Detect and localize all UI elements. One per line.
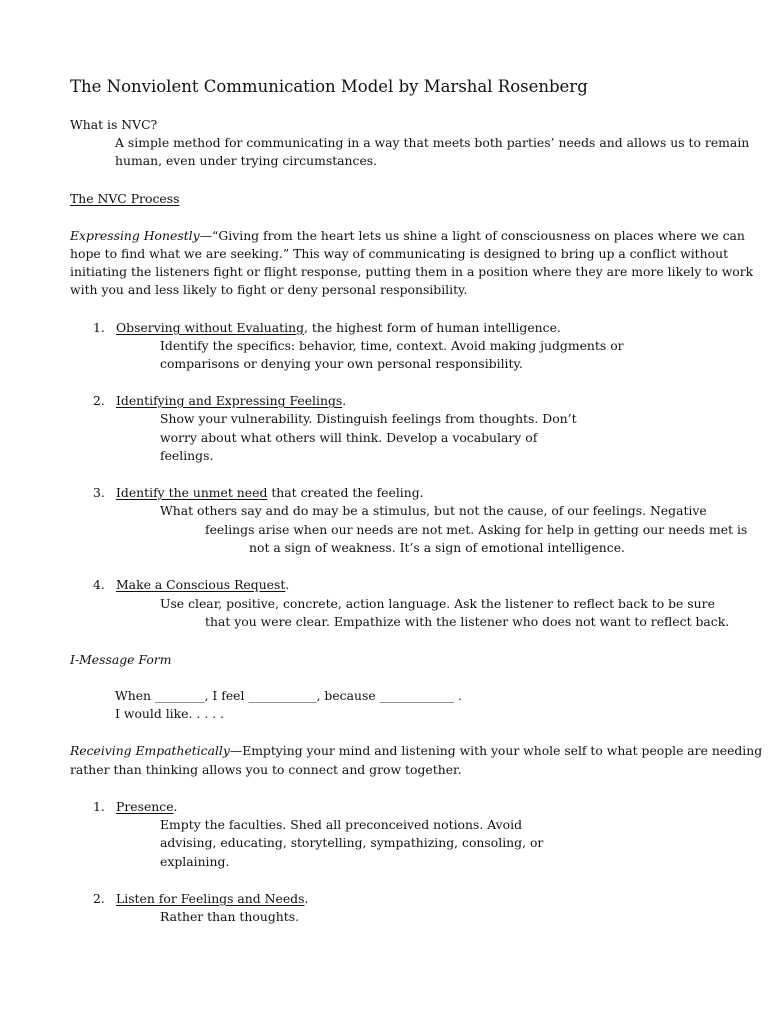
step-detail-line: What others say and do may be a stimulus, but not the cause, of our feelings. Negative: [160, 503, 707, 518]
step-number: 2.: [93, 393, 105, 408]
imessage-template-line: When ________, I feel ___________, because ____________ .: [115, 688, 462, 703]
step-detail-line: Rather than thoughts.: [160, 909, 300, 924]
step-detail-line: explaining.: [160, 854, 230, 869]
step-detail-line: advising, educating, storytelling, sympathizing, consoling, or: [160, 835, 544, 850]
expressing-paragraph-line: with you and less likely to fight or deny personal responsibility.: [70, 282, 468, 297]
page-title: The Nonviolent Communication Model by Marshal Rosenberg: [70, 77, 588, 96]
expressing-paragraph-line: initiating the listeners fight or flight response, putting them in a position where they are more likely to work: [70, 264, 754, 279]
step-number: 1.: [93, 799, 105, 814]
receiving-text: —Emptying your mind and listening with your whole self to what people are needing: [229, 743, 763, 758]
imessage-heading: I-Message Form: [70, 652, 172, 667]
step-detail-line: Identify the specifics: behavior, time, context. Avoid making judgments or: [160, 338, 624, 353]
step-detail-line: that you were clear. Empathize with the listener who does not want to reflect back.: [205, 614, 730, 629]
step-detail-line: Show your vulnerability. Distinguish feelings from thoughts. Don’t: [160, 411, 577, 426]
step-title-line: [116, 798, 178, 817]
step-title-suffix: , the highest form of human intelligence.: [304, 320, 561, 335]
nvc-question: What is NVC?: [70, 117, 158, 132]
receiving-term: Receiving Empathetically: [70, 743, 230, 758]
receiving-paragraph-line: rather than thinking allows you to connect and grow together.: [70, 762, 462, 777]
step-number: 3.: [93, 485, 105, 500]
step-title-line: [116, 484, 424, 503]
step-title-suffix: .: [342, 393, 347, 408]
step-number: 2.: [93, 891, 105, 906]
step-title: Make a Conscious Request: [116, 577, 286, 592]
step-title: Listen for Feelings and Needs: [116, 891, 305, 906]
receiving-paragraph-line: [70, 742, 762, 761]
step-title-line: [116, 576, 289, 595]
step-detail-line: not a sign of weakness. It’s a sign of emotional intelligence.: [249, 540, 625, 555]
step-title: Presence: [116, 799, 174, 814]
step-title-line: [116, 392, 346, 411]
step-title-suffix: .: [304, 891, 309, 906]
expressing-paragraph-line: [70, 227, 745, 246]
step-detail-line: comparisons or denying your own personal responsibility.: [160, 356, 523, 371]
step-title: Observing without Evaluating: [116, 320, 305, 335]
step-detail-line: feelings.: [160, 448, 214, 463]
imessage-template-line: I would like. . . . .: [115, 706, 224, 721]
nvc-definition-line: human, even under trying circumstances.: [115, 153, 378, 168]
expressing-paragraph-line: hope to find what we are seeking.” This way of communicating is designed to bring up a conflict without: [70, 246, 729, 261]
nvc-definition-line: A simple method for communicating in a way that meets both parties’ needs and allows us to remain: [115, 135, 750, 150]
step-detail-line: worry about what others will think. Develop a vocabulary of: [160, 430, 538, 445]
step-title: Identify the unmet need: [116, 485, 268, 500]
step-title-suffix: that created the feeling.: [267, 485, 424, 500]
step-detail-line: Empty the faculties. Shed all preconceived notions. Avoid: [160, 817, 523, 832]
step-title-suffix: .: [285, 577, 290, 592]
step-number: 1.: [93, 320, 105, 335]
step-title-suffix: .: [173, 799, 178, 814]
process-heading: The NVC Process: [70, 191, 180, 206]
step-title-line: [116, 319, 561, 338]
step-detail-line: feelings arise when our needs are not met. Asking for help in getting our needs met is: [205, 522, 748, 537]
expressing-text: —“Giving from the heart lets us shine a light of consciousness on places where we can: [199, 228, 745, 243]
step-title: Identifying and Expressing Feelings: [116, 393, 343, 408]
step-title-line: [116, 890, 308, 909]
expressing-term: Expressing Honestly: [70, 228, 200, 243]
step-number: 4.: [93, 577, 105, 592]
step-detail-line: Use clear, positive, concrete, action language. Ask the listener to reflect back to be sure: [160, 596, 715, 611]
